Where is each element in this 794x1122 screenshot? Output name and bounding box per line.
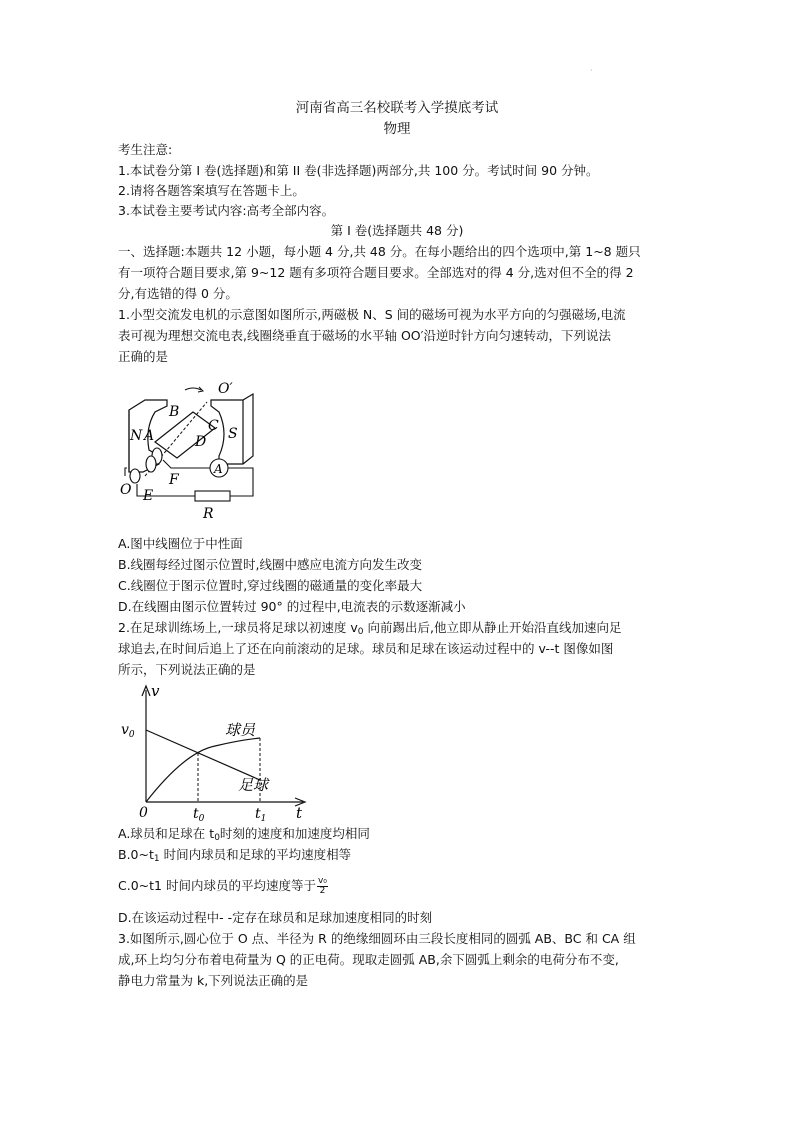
section-instructions: 有一项符合题目要求,第 9~12 题有多项符合题目要求。全部选对的得 4 分,选对但不全的得 2	[118, 265, 634, 280]
q3-stem: 3.如图所示,圆心位于 O 点、半径为 R 的绝缘细圆环由三段长度相同的圆弧 AB、BC 和 CA 组	[118, 931, 636, 946]
notice-item: 1.本试卷分第 I 卷(选择题)和第 II 卷(非选择题)两部分,共 100 分。考试时间 90 分钟。	[118, 163, 599, 178]
notice-item: 2.请将各题答案填写在答题卡上。	[118, 183, 305, 198]
player-label: 球员	[225, 721, 256, 739]
q2-vt-graph	[115, 680, 315, 825]
notice-heading: 考生注意:	[118, 142, 173, 157]
q2-stem-line-1: 2.在足球训练场上,一球员将足球以初速度 $v_0$ 向前踢出后,他立即从静止开始沿直线加速向足	[118, 620, 622, 637]
q1-stem: 1.小型交流发电机的示意图如图所示,两磁极 N、S 间的磁场可视为水平方向的匀强磁场,电流	[118, 307, 626, 322]
q1-stem: 表可视为理想交流电表,线圈绕垂直于磁场的水平轴 OO′沿逆时针方向匀速转动，下列说法	[118, 328, 611, 343]
exam-title: 河南省高三名校联考入学摸底考试	[295, 100, 499, 116]
ammeter-label: A	[214, 462, 223, 476]
label-e: E	[143, 488, 154, 504]
label-n: N	[130, 428, 143, 444]
label-o-prime: O′	[218, 381, 233, 397]
label-a: A	[144, 428, 155, 444]
q2-option-a: A.球员和足球在 $t_0$时刻的速度和加速度均相同	[118, 826, 370, 843]
label-r: R	[203, 506, 214, 522]
x-axis-label: t	[296, 804, 303, 822]
q3-stem: 成,环上均匀分布着电荷量为 Q 的正电荷。现取走圆弧 AB,余下圆弧上剩余的电荷分布不变,	[118, 952, 619, 967]
q2-option-b: $B.0\sim t_1$ 时间内球员和足球的平均速度相等	[118, 847, 352, 864]
t0-label: $t_0$	[193, 806, 205, 824]
q1-option-c: C.线圈位于图示位置时,穿过线圈的磁通量的变化率最大	[118, 578, 423, 593]
q1-option-d: D.在线圈由图示位置转过 90° 的过程中,电流表的示数逐渐减小	[118, 599, 466, 614]
scan-speck: ·	[590, 66, 593, 75]
notice-item: 3.本试卷主要考试内容:高考全部内容。	[118, 203, 335, 218]
section-instructions: 分,有选错的得 0 分。	[118, 286, 238, 301]
label-c: C	[208, 418, 219, 434]
v0-label: $v_0$	[121, 722, 135, 740]
origin-label: 0	[139, 805, 148, 821]
t1-label: $t_1$	[255, 806, 267, 824]
q2-stem-line-2: 球追去,在时间后追上了还在向前滚动的足球。球员和足球在该运动过程中的 v--t 图像如图	[118, 641, 614, 656]
label-b: B	[169, 404, 180, 420]
q2-stem-line-3: 所示，下列说法正确的是	[118, 662, 256, 677]
label-o: O	[120, 482, 132, 498]
q1-option-b: B.线圈每经过图示位置时,线圈中感应电流方向发生改变	[118, 557, 423, 572]
ball-label: 足球	[238, 776, 269, 794]
exam-subject: 物理	[383, 121, 411, 137]
label-f: F	[169, 472, 179, 488]
y-axis-label: v	[151, 682, 160, 700]
q1-generator-figure	[115, 372, 265, 524]
q1-stem: 正确的是	[118, 349, 169, 364]
fraction-v0-over-2: $\frac{\text{v₀}}{2}$	[317, 876, 327, 896]
q1-option-a: A.图中线圈位于中性面	[118, 536, 243, 551]
label-s: S	[228, 426, 238, 442]
q2-option-c: C.0~t1 时间内球员的平均速度等于 $\frac{\text{v₀}}{2}$	[118, 876, 327, 896]
q2-option-d: D.在该运动过程中- -定存在球员和足球加速度相同的时刻	[118, 910, 433, 925]
section-title: 第 I 卷(选择题共 48 分)	[330, 223, 464, 238]
q3-stem: 静电力常量为 k,下列说法正确的是	[118, 973, 309, 988]
resistor	[195, 491, 230, 501]
section-instructions: 一、选择题:本题共 12 小题，每小题 4 分,共 48 分。在每小题给出的四个选项中,第 1~8 题只	[118, 244, 641, 259]
label-d: D	[195, 434, 207, 450]
